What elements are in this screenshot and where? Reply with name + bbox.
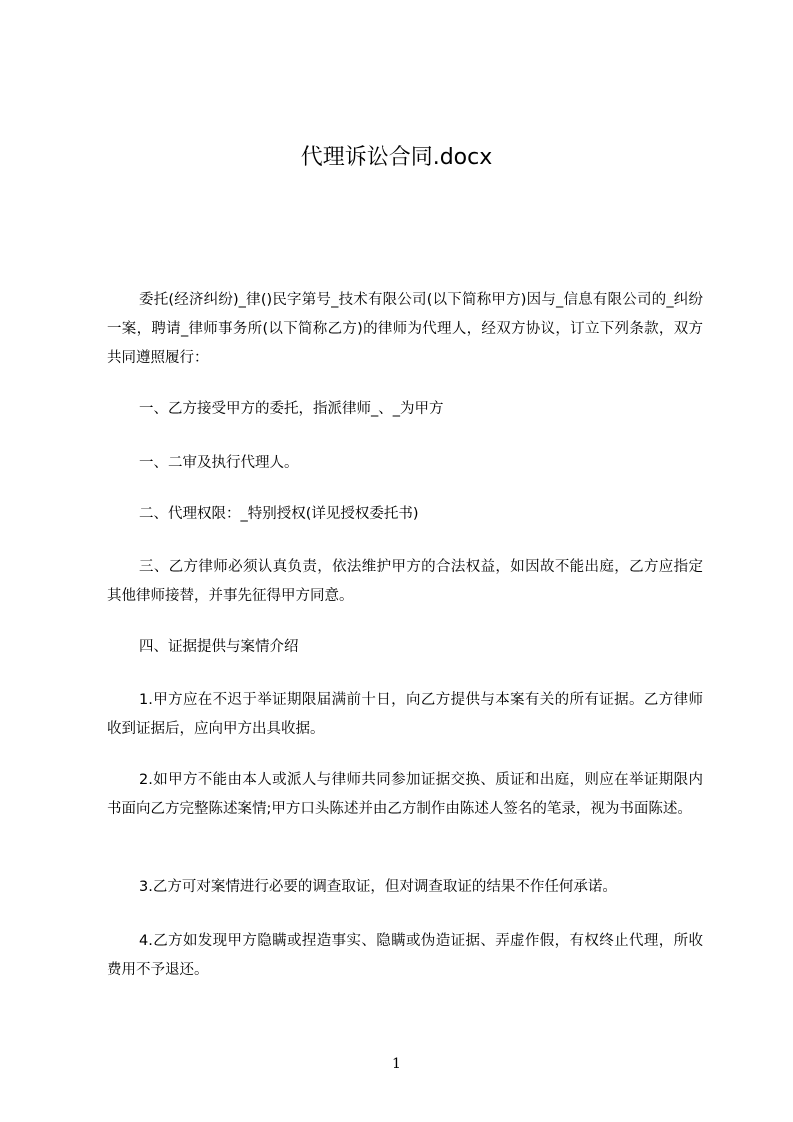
paragraph-item-1: 1.甲方应在不迟于举证期限届满前十日，向乙方提供与本案有关的所有证据。乙方律师收到证据后，应向甲方出具收据。 [107,692,703,737]
paragraph-clause-4-heading: 四、证据提供与案情介绍 [139,639,299,655]
paragraph-clause-1-cont: 一、二审及执行代理人。 [139,455,299,471]
paragraph-item-4: 4.乙方如发现甲方隐瞒或捏造事实、隐瞒或伪造证据、弄虚作假，有权终止代理，所收费用不予退还。 [107,933,703,978]
paragraph-preamble: 委托(经济纠纷)_律()民字第号_技术有限公司(以下简称甲方)因与_信息有限公司的_纠纷一案，聘请_律师事务所(以下简称乙方)的律师为代理人，经双方协议，订立下列条款，双方共同遵照履行： [107,292,703,366]
page-number: 1 [392,1056,401,1072]
paragraph-clause-1: 一、乙方接受甲方的委托，指派律师_、_为甲方 [139,401,444,417]
document-title: 代理诉讼合同.docx [300,145,493,170]
paragraph-clause-2: 二、代理权限：_特别授权(详见授权委托书) [139,506,419,522]
paragraph-item-3: 3.乙方可对案情进行必要的调查取证，但对调查取证的结果不作任何承诺。 [139,879,617,895]
paragraph-clause-3: 三、乙方律师必须认真负责，依法维护甲方的合法权益，如因故不能出庭，乙方应指定其他律师接替，并事先征得甲方同意。 [107,559,703,604]
paragraph-item-2: 2.如甲方不能由本人或派人与律师共同参加证据交换、质证和出庭，则应在举证期限内书面向乙方完整陈述案情;甲方口头陈述并由乙方制作由陈述人签名的笔录，视为书面陈述。 [107,772,703,817]
